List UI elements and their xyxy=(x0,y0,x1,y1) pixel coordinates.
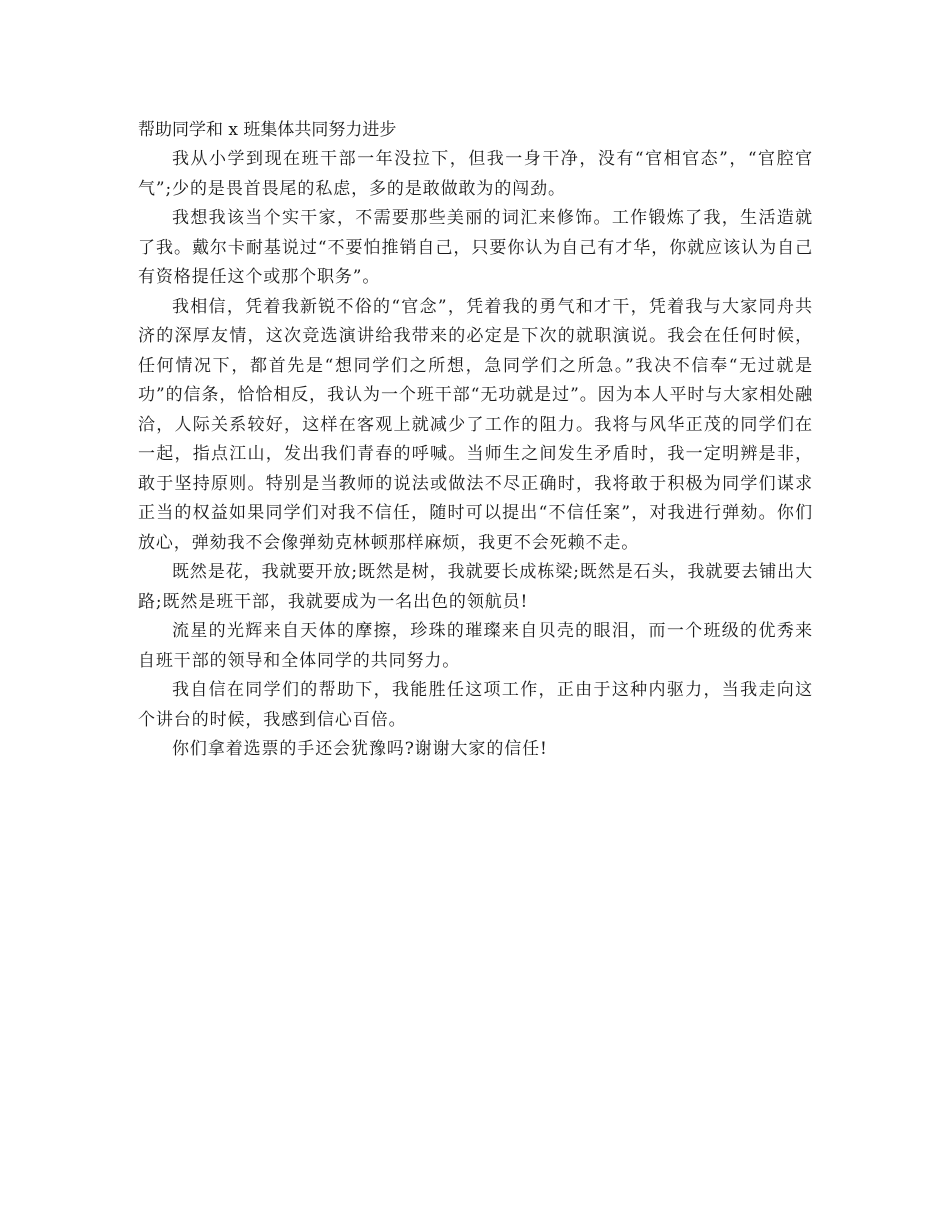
paragraph: 我相信，凭着我新锐不俗的“官念”，凭着我的勇气和才干，凭着我与大家同舟共济的深厚友情，这次竞选演讲给我带来的必定是下次的就职演说。我会在任何时候，任何情况下，都首先是“想同学们之所想，急同学们之所急。”我决不信奉“无过就是功”的信条，恰恰相反，我认为一个班干部“无功就是过”。因为本人平时与大家相处融洽，人际关系较好，这样在客观上就减少了工作的阻力。我将与风华正茂的同学们在一起，指点江山，发出我们青春的呼喊。当师生之间发生矛盾时，我一定明辨是非，敢于坚持原则。特别是当教师的说法或做法不尽正确时，我将敢于积极为同学们谋求正当的权益如果同学们对我不信任，随时可以提出“不信任案”，对我进行弹劾。你们放心，弹劾我不会像弹劾克林顿那样麻烦，我更不会死赖不走。 xyxy=(138,296,813,553)
document-body xyxy=(138,116,813,765)
paragraph: 我想我该当个实干家，不需要那些美丽的词汇来修饰。工作锻炼了我，生活造就了我。戴尔卡耐基说过“不要怕推销自己，只要你认为自己有才华，你就应该认为自己有资格提任这个或那个职务”。 xyxy=(138,208,813,287)
paragraph: 我从小学到现在班干部一年没拉下，但我一身干净，没有“官相官态”，“官腔官气”;少的是畏首畏尾的私虑，多的是敢做敢为的闯劲。 xyxy=(138,149,813,199)
paragraph: 你们拿着选票的手还会犹豫吗?谢谢大家的信任! xyxy=(172,739,548,759)
paragraph: 流星的光辉来自天体的摩擦，珍珠的璀璨来自贝壳的眼泪，而一个班级的优秀来自班干部的领导和全体同学的共同努力。 xyxy=(138,621,813,671)
paragraph: 我自信在同学们的帮助下，我能胜任这项工作，正由于这种内驱力，当我走向这个讲台的时候，我感到信心百倍。 xyxy=(138,680,813,730)
document-heading: 帮助同学和 x 班集体共同努力进步 xyxy=(138,120,397,140)
paragraph: 既然是花，我就要开放;既然是树，我就要长成栋梁;既然是石头，我就要去铺出大路;既然是班干部，我就要成为一名出色的领航员! xyxy=(138,562,813,612)
